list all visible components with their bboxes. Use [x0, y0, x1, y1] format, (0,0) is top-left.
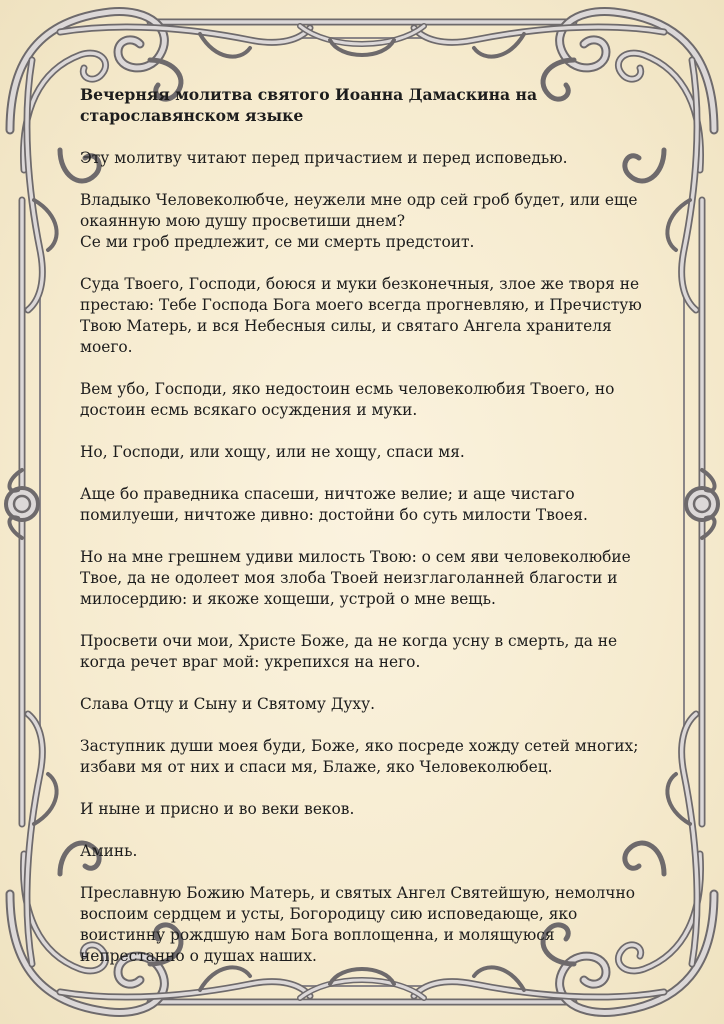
paragraph-10: Заступник души моея буди, Боже, яко посреде хожду сетей многих; избави мя от них и спаси мя, Блаже, яко Человеколюбец.: [80, 737, 639, 776]
paragraph-9: Слава Отцу и Сыну и Святому Духу.: [80, 695, 376, 713]
paragraph-intro: Эту молитву читают перед причастием и перед исповедью.: [80, 149, 568, 167]
paragraph-11: И ныне и присно и во веки веков.: [80, 800, 355, 818]
paragraph-8: Просвети очи мои, Христе Боже, да не когда усну в смерть, да не когда речет враг мой: укрепихся на него.: [80, 632, 618, 671]
paragraph-3: Суда Твоего, Господи, боюся и муки безконечныя, злое же творя не престаю: Тебе Господа Бога моего всегда прогневляю, и Пречистую Твою Матерь, и вся Небесныя силы, и святаго Ангела хранителя моего.: [80, 275, 642, 356]
paragraph-5: Но, Господи, или хощу, или не хощу, спаси мя.: [80, 443, 465, 461]
paragraph-6: Аще бо праведника спасеши, ничтоже велие; и аще чистаго помилуеши, ничтоже дивно: достойни бо суть милости Твоея.: [80, 485, 588, 524]
paragraph-12: Аминь.: [80, 842, 138, 860]
paragraph-13: Преславную Божию Матерь, и святых Ангел Святейшую, немолчно воспоим сердцем и усты, Богородицу сию исповедающе, яко воистинну рождшую нам Бога воплощенна, и молящуюся непрестанно о душах наших.: [80, 884, 635, 965]
paragraph-2: Владыко Человеколюбче, неужели мне одр сей гроб будет, или еще окаянную мою душу просветиши днем? Се ми гроб предлежит, се ми смерть предстоит.: [80, 191, 638, 251]
paragraph-4: Вем убо, Господи, яко недостоин есмь человеколюбия Твоего, но достоин есмь всякаго осуждения и муки.: [80, 380, 615, 419]
document-title: Вечерняя молитва святого Иоанна Дамаскина на старославянском языке: [80, 85, 538, 125]
paragraph-7: Но на мне грешнем удиви милость Твою: о сем яви человеколюбие Твое, да не одолеет моя злоба Твоей неизглаголанней благости и милосердию: и якоже хощеши, устрой о мне вещь.: [80, 548, 631, 608]
prayer-text: [80, 84, 660, 988]
